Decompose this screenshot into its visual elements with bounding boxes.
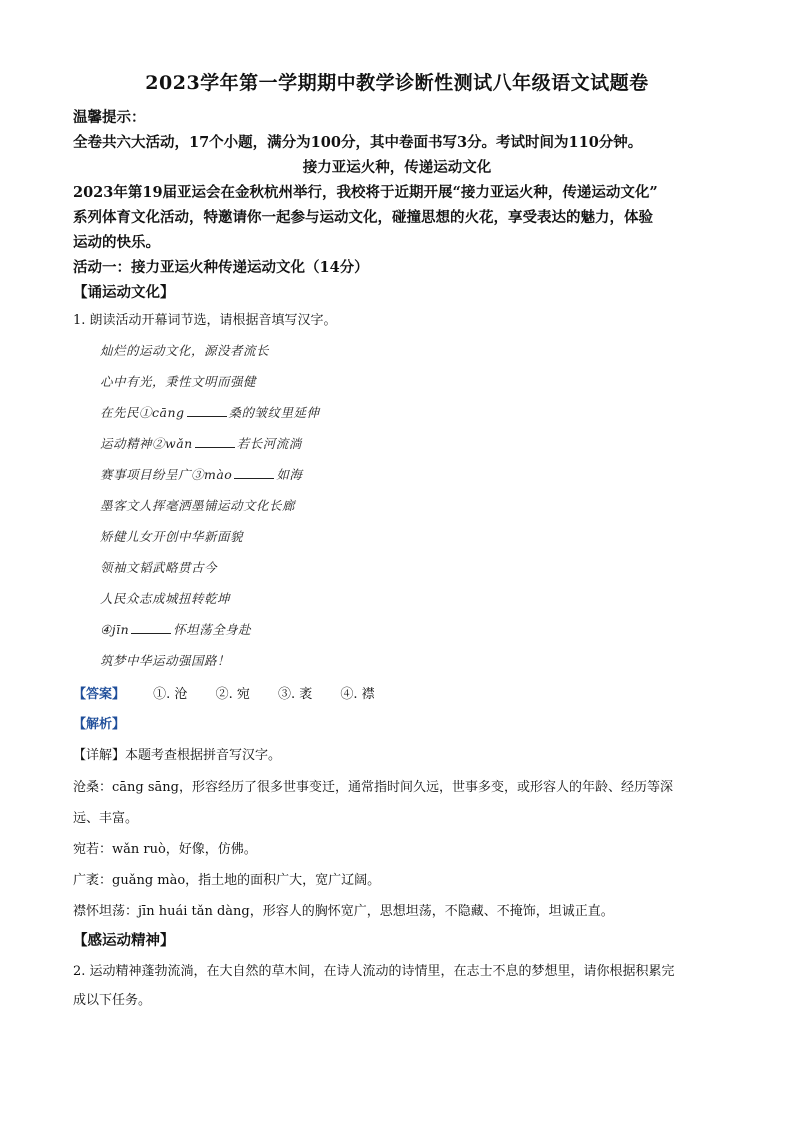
analysis-label: 【解析】 [73, 717, 126, 732]
tip-text: 全卷共六大活动，17个小题，满分为100分，其中卷面书写3分。考试时间为110分钟。 [73, 134, 643, 151]
explanation-4: 襟怀坦荡：jīn huái tǎn dàng，形容人的胸怀宽广，思想坦荡，不隐藏、不掩饰，坦诚正直。 [73, 904, 614, 919]
blank-3 [234, 466, 274, 479]
answer-2: ②. 宛 [215, 687, 250, 702]
poem-line-7: 矫健儿女开创中华新面貌 [100, 529, 244, 544]
tip-heading: 温馨提示： [73, 109, 146, 126]
blank-1 [187, 404, 227, 417]
explanation-3: 广袤：guǎng mào，指土地的面积广大，宽广辽阔。 [73, 873, 381, 888]
explanation-1-cont: 远、丰富。 [73, 811, 139, 826]
poem-line-11: 筑梦中华运动强国路！ [100, 653, 231, 668]
poem-line-4: 运动精神②wǎn 若长河流淌 [100, 436, 302, 451]
poem-line-6: 墨客文人挥毫洒墨铺运动文化长廊 [100, 498, 296, 513]
theme-heading: 接力亚运火种，传递运动文化 [302, 159, 492, 176]
question-2-line-1: 2. 运动精神蓬勃流淌，在大自然的草木间，在诗人流动的诗情里，在志士不息的梦想里，请你根据积累完 [73, 964, 675, 979]
poem-line-9: 人民众志成城扭转乾坤 [100, 591, 231, 606]
blank-2 [195, 435, 235, 448]
answer-label: 【答案】 [73, 687, 126, 702]
question-1: 1. 朗读活动开幕词节选，请根据音填写汉字。 [73, 313, 337, 328]
detail-row [73, 744, 281, 763]
poem-line-2: 心中有光，秉性文明而强健 [100, 374, 257, 389]
explanation-2: 宛若：wǎn ruò，好像，仿佛。 [73, 842, 257, 857]
poem-line-10: ④jīn 怀坦荡全身赴 [100, 622, 252, 637]
poem-line-1: 灿烂的运动文化，源没者流长 [100, 343, 270, 358]
activity-one-heading: 活动一：接力亚运火种传递运动文化（14分） [73, 259, 369, 276]
section-heading-spirit: 【感运动精神】 [73, 932, 175, 949]
poem-line-8: 领袖文韬武略贯古今 [100, 560, 218, 575]
poem-line-3: 在先民①cāng 桑的皱纹里延伸 [100, 405, 320, 420]
page-title: 2023学年第一学期期中教学诊断性测试八年级语文试题卷 [145, 72, 649, 94]
section-heading-recite: 【诵运动文化】 [73, 284, 175, 301]
detail-text: 本题考查根据拼音写汉字。 [125, 748, 282, 763]
answer-row [73, 683, 375, 702]
detail-label: 【详解】 [73, 748, 126, 763]
answer-3: ③. 袤 [277, 687, 313, 702]
intro-line-2: 系列体育文化活动，特邀请你一起参与运动文化，碰撞思想的火花，享受表达的魅力，体验 [73, 209, 653, 226]
intro-line-1: 2023年第19届亚运会在金秋杭州举行，我校将于近期开展“接力亚运火种，传递运动文化” [73, 184, 658, 201]
poem-line-5: 赛事项目纷呈广③mào 如海 [100, 467, 303, 482]
answer-1: ①. 沧 [153, 687, 188, 702]
question-2-line-2: 成以下任务。 [73, 993, 152, 1008]
answer-4: ④. 襟 [340, 687, 375, 702]
intro-line-3: 运动的快乐。 [73, 234, 160, 251]
blank-4 [131, 621, 171, 634]
explanation-1: 沧桑：cāng sāng，形容经历了很多世事变迁，通常指时间久远，世事多变，或形容人的年龄、经历等深 [73, 780, 673, 795]
